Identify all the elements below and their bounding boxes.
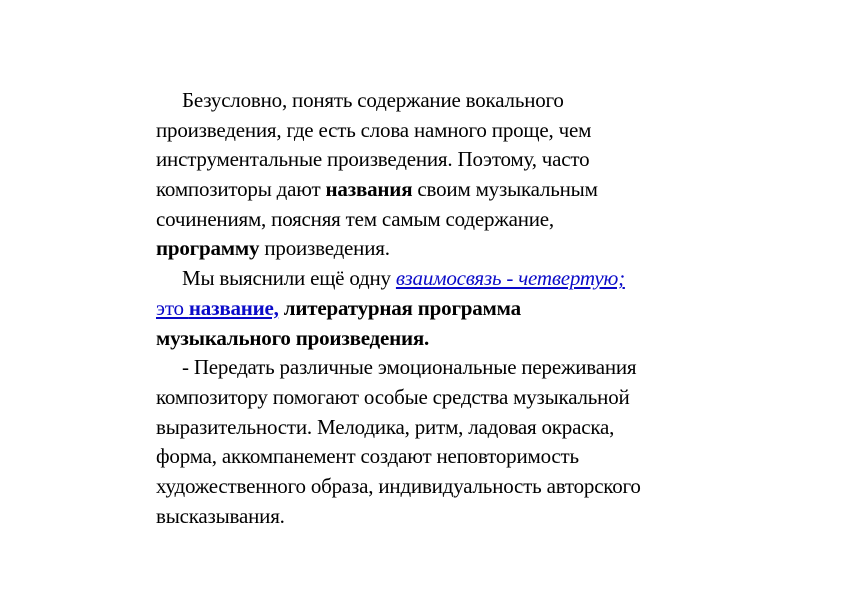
p3-line-5: художественного образа, индивидуальность авторского [156,473,641,498]
p2-line-1: Мы выяснили ещё одну взаимосвязь - четвертую; [182,266,625,291]
p1-line-6: программу произведения. [156,236,390,261]
p3-line-6: высказывания. [156,503,285,528]
p2-line-2 [156,294,736,324]
p3-line-1: - Передать различные эмоциональные переживания [182,355,637,380]
link-eto[interactable]: это [156,295,189,320]
p3-line-3: выразительности. Мелодика, ритм, ладовая окраска, [156,414,615,439]
p1-line-4: композиторы дают названия своим музыкальным [156,177,598,202]
term-nazvaniya: названия [325,177,413,202]
p3-line-2: композитору помогают особые средства музыкальной [156,384,630,409]
link-nazvanie[interactable]: название, [188,295,279,320]
body-text [156,86,736,531]
p1-line-2: произведения, где есть слова намного проще, чем [156,117,592,142]
link-vzaimosvyaz[interactable]: взаимосвязь - четвертую; [395,266,625,291]
p1-line-5: сочинениям, поясняя тем самым содержание, [156,206,554,231]
p1-line-1: Безусловно, понять содержание вокального [182,88,564,112]
p3-line-4: форма, аккомпанемент создают неповторимость [156,444,579,469]
p1-line-3: инструментальные произведения. Поэтому, часто [156,147,590,172]
p2-line-3: музыкального произведения. [156,325,430,350]
term-programmu: программу [156,236,260,261]
term-literary-program: литературная программа [278,295,521,320]
